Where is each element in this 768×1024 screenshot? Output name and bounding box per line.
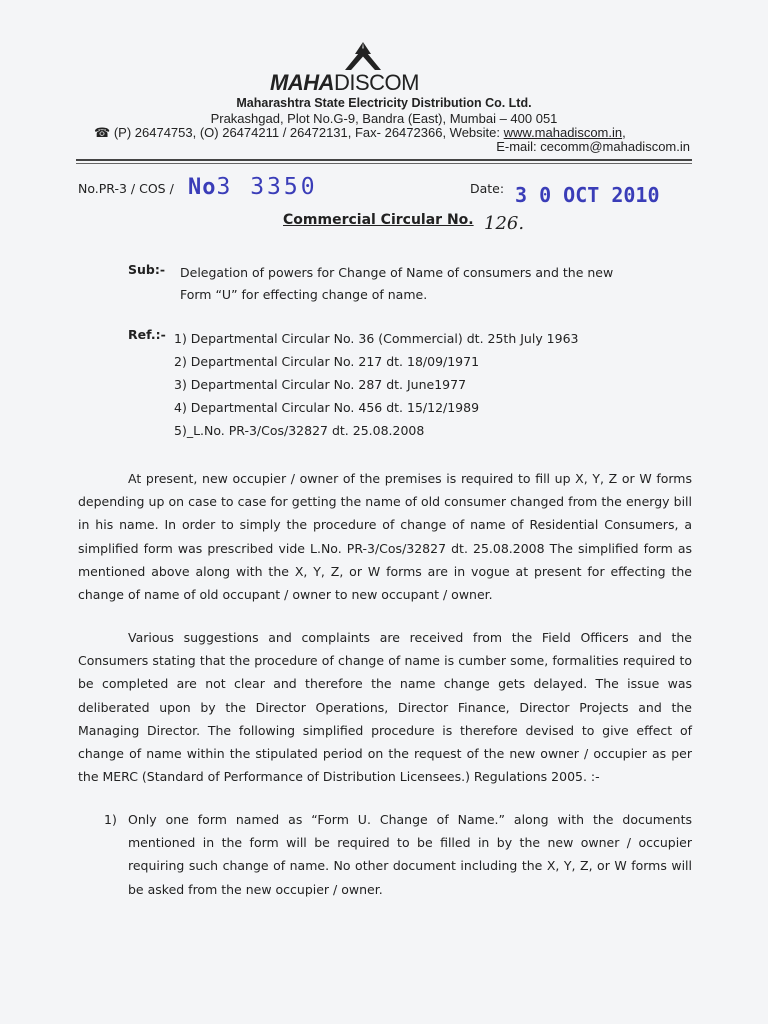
reference-item: 4) Departmental Circular No. 456 dt. 15/12/1989 xyxy=(174,400,480,415)
subject-line-1: Delegation of powers for Change of Name of consumers and the new xyxy=(180,265,614,280)
body-paragraph-2: Various suggestions and complaints are received from the Field Officers and the Consumers stating that the procedure of change of name is cumber some, formalities required to be completed are not clear and therefore the name change gets delayed. The issue was deliberated upon by the Director Operations, Director Finance, Director Projects and the Managing Director. The following simplified procedure is therefore devised to give effect of change of name within the stipulated period on the request of the new owner / occupier as per the MERC (Standard of Performance of Distribution Licensees.) Regulations 2005. :- xyxy=(78,630,692,785)
references-list xyxy=(174,327,579,442)
stamp-prefix: No xyxy=(188,175,217,200)
reference-number-stamp xyxy=(188,174,318,200)
circular-title: Commercial Circular No. xyxy=(283,212,474,228)
header-rule xyxy=(76,159,692,161)
reference-item: 2) Departmental Circular No. 217 dt. 18/09/1971 xyxy=(174,354,480,369)
procedure-item-number: 1) xyxy=(104,812,117,827)
reference-number-label: No.PR-3 / COS / xyxy=(78,181,174,196)
phone-numbers: (P) 26474753, (O) 26474211 / 26472131, Fax- 26472366, Website: xyxy=(113,125,504,140)
brand-rest: DISCOM xyxy=(334,70,419,95)
reference-item: 1) Departmental Circular No. 36 (Commercial) dt. 25th July 1963 xyxy=(174,331,579,346)
body-paragraph-1: At present, new occupier / owner of the premises is required to fill up X, Y, Z or W forms depending up on case to case for getting the name of old consumer changed from the energy bill in his name. In order to simply the procedure of change of name of Residential Consumers, a simplified form was prescribed vide L.No. PR-3/Cos/32827 dt. 25.08.2008 The simplified form as mentioned above along with the X, Y, Z, or W forms are in vogue at present for effecting the change of name of old occupant / owner to new occupant / owner. xyxy=(78,471,692,603)
date-stamp: 3 0 OCT 2010 xyxy=(515,183,660,207)
references-label: Ref.:- xyxy=(128,327,166,342)
company-name: Maharashtra State Electricity Distribution Co. Ltd. xyxy=(236,96,532,110)
email-line: E-mail: cecomm@mahadiscom.in xyxy=(496,139,690,154)
date-label: Date: xyxy=(470,181,505,196)
company-address: Prakashgad, Plot No.G-9, Bandra (East), Mumbai – 400 051 xyxy=(210,111,558,126)
reference-item: 5)_L.No. PR-3/Cos/32827 dt. 25.08.2008 xyxy=(174,423,425,438)
stamp-digits: 3 3350 xyxy=(216,174,318,200)
subject-text xyxy=(180,262,650,306)
header-rule-thin xyxy=(76,163,692,164)
procedure-item-1: Only one form named as “Form U. Change of Name.” along with the documents mentioned in the form will be required to be filled in by the new owner / occupier requiring such change of name. No other document including the X, Y, Z, or W forms will be asked from the new occupier / owner. xyxy=(128,812,692,897)
subject-label: Sub:- xyxy=(128,262,166,277)
phone-icon: ☎ xyxy=(94,125,111,140)
brand-name xyxy=(270,70,470,96)
reference-item: 3) Departmental Circular No. 287 dt. June1977 xyxy=(174,377,467,392)
circular-number: 126. xyxy=(484,213,525,234)
website-suffix: , xyxy=(622,125,626,140)
subject-line-2: Form “U” for effecting change of name. xyxy=(180,287,428,302)
website-link[interactable]: www.mahadiscom.in xyxy=(503,125,623,140)
mahadiscom-logo-icon xyxy=(333,40,393,74)
brand-bold: MAHA xyxy=(270,70,334,95)
